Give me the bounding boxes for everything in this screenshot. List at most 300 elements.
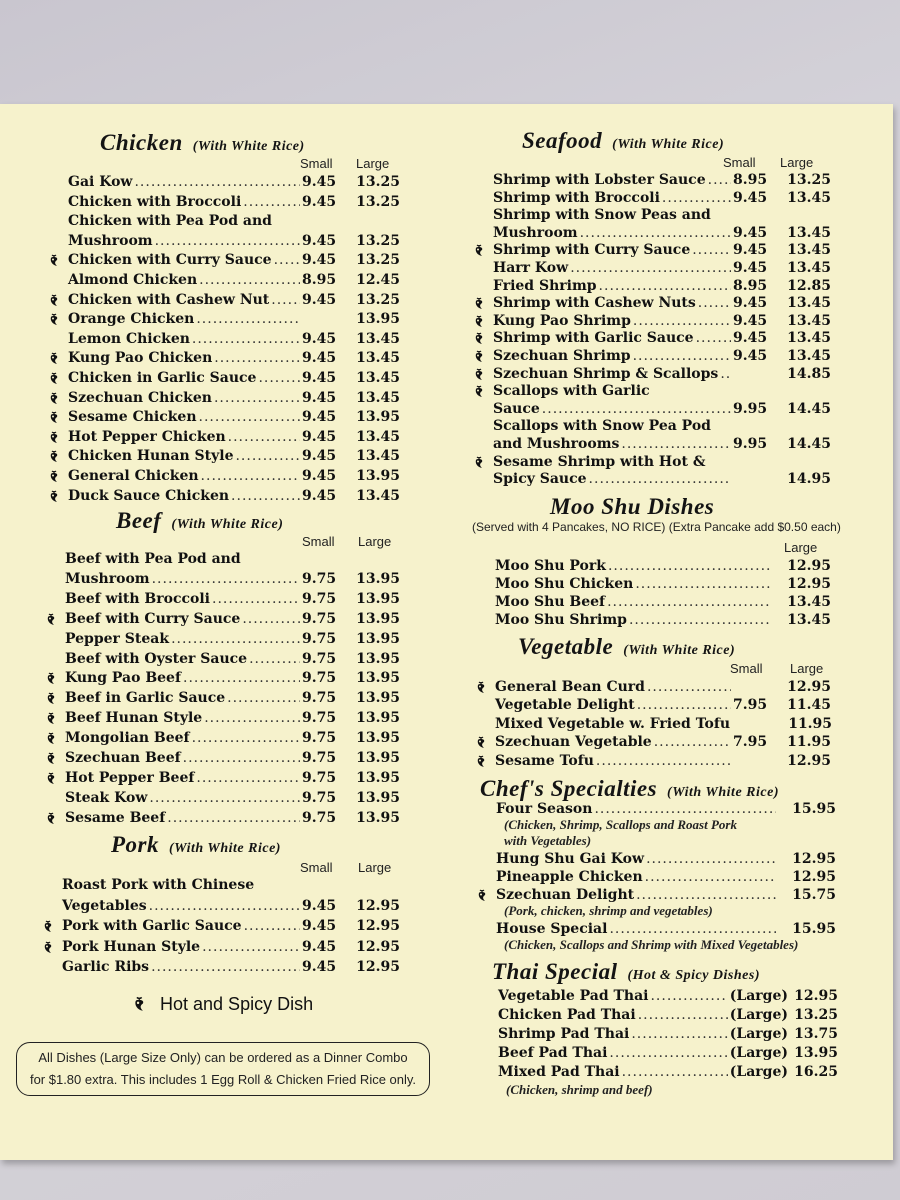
menu-item — [62, 959, 400, 978]
large-price: 13.45 — [787, 330, 831, 347]
menu-item-name: Pork Hunan Style — [62, 938, 201, 955]
menu-item-name: Steak Kow — [65, 789, 148, 806]
menu-item — [495, 612, 831, 631]
chili-pepper-icon — [45, 771, 59, 785]
menu-item — [68, 292, 400, 311]
small-price: 9.75 — [302, 630, 337, 647]
dot-leader — [199, 409, 300, 425]
vegetable-section-title: Vegetable — [518, 634, 614, 659]
small-price: 9.45 — [302, 428, 337, 445]
large-price: 15.95 — [792, 921, 836, 937]
large-price: 13.95 — [356, 570, 400, 587]
item-description: (Chicken, Shrimp, Scallops and Roast Pork — [504, 817, 737, 832]
chili-pepper-icon — [42, 940, 56, 954]
menu-item-name: Mongolian Beef — [65, 730, 190, 747]
menu-item-name: Chicken with Curry Sauce — [68, 252, 272, 269]
menu-item-name: Hot Pepper Chicken — [68, 428, 226, 445]
item-description: with Vegetables) — [504, 833, 592, 848]
small-price: 9.75 — [302, 670, 337, 687]
large-price: 13.45 — [787, 312, 831, 329]
small-price: 9.75 — [302, 570, 337, 587]
dot-leader — [192, 730, 300, 746]
large-price: 13.95 — [356, 650, 400, 667]
menu-item-name: General Bean Curd — [495, 679, 645, 695]
moo-shu-large-heading: Large — [784, 540, 818, 555]
large-price: 13.95 — [356, 730, 400, 747]
large-price: 14.45 — [787, 400, 831, 417]
small-price: 9.45 — [302, 487, 337, 504]
chefs-specialties-section-header — [480, 776, 779, 802]
small-price: 9.75 — [302, 650, 337, 667]
menu-item-name: Pineapple Chicken — [496, 869, 643, 885]
menu-item-name: Chicken Pad Thai — [498, 1007, 636, 1023]
large-price: 13.95 — [356, 769, 400, 786]
moo-shu-section-header — [550, 494, 714, 520]
pork-large-heading: Large — [358, 860, 392, 875]
chili-pepper-icon — [48, 293, 62, 307]
menu-item — [68, 252, 400, 271]
dot-leader — [638, 1007, 728, 1023]
spicy-legend-text: Hot and Spicy Dish — [160, 994, 314, 1014]
small-price: 9.45 — [302, 232, 337, 249]
dot-leader — [589, 471, 731, 487]
large-price: 13.75 — [794, 1026, 838, 1042]
dot-leader — [204, 710, 300, 726]
chili-pepper-icon — [473, 243, 487, 257]
dot-leader — [708, 172, 731, 188]
chili-pepper-icon — [45, 811, 59, 825]
menu-item-name: Sesame Tofu — [495, 752, 594, 769]
menu-item — [68, 390, 400, 409]
large-price: 13.25 — [356, 291, 400, 308]
menu-item — [68, 370, 400, 389]
menu-item — [495, 679, 831, 698]
dot-leader — [633, 348, 731, 364]
large-price: 13.25 — [356, 252, 400, 269]
vegetable-section-subtitle: (With White Rice) — [623, 643, 736, 658]
menu-item — [65, 611, 400, 630]
dot-leader — [645, 869, 776, 885]
menu-item — [68, 350, 400, 369]
dot-leader — [171, 631, 300, 647]
large-price: 13.45 — [356, 389, 400, 406]
item-description: (Pork, chicken, shrimp and vegetables) — [504, 903, 713, 918]
dot-leader — [183, 750, 300, 766]
menu-item-name: Beef Hunan Style — [65, 710, 203, 727]
small-price: 9.75 — [302, 610, 337, 627]
small-price: 7.95 — [733, 697, 768, 714]
large-price: 15.95 — [792, 801, 836, 817]
large-price: 11.45 — [787, 697, 831, 714]
large-price: 13.45 — [356, 448, 400, 465]
dot-leader — [647, 679, 731, 695]
dot-leader — [149, 790, 300, 806]
pork-section-subtitle: (With White Rice) — [169, 841, 281, 856]
menu-item-name: Duck Sauce Chicken — [68, 487, 230, 504]
dot-leader — [631, 1026, 727, 1042]
large-price: 12.95 — [792, 869, 836, 885]
menu-item-name: and Mushrooms — [493, 436, 620, 452]
menu-item-name: Lemon Chicken — [68, 330, 190, 347]
chili-pepper-icon — [473, 384, 487, 398]
dot-leader — [609, 921, 776, 937]
dot-leader — [242, 611, 300, 627]
small-price: 9.45 — [302, 918, 337, 934]
menu-item-name: Shrimp with Garlic Sauce — [493, 330, 694, 347]
large-price: 13.95 — [356, 710, 400, 727]
small-price: 9.45 — [302, 409, 337, 426]
menu-item-name: Pork with Garlic Sauce — [62, 918, 242, 934]
menu-item-name: Chicken with Pea Pod and — [68, 213, 272, 230]
large-price: 13.45 — [356, 428, 400, 445]
menu-item — [493, 172, 831, 191]
small-price: 9.45 — [302, 448, 337, 465]
menu-item-name: Szechuan Beef — [65, 750, 181, 766]
dot-leader — [698, 295, 731, 311]
menu-item-name: Sesame Chicken — [68, 409, 197, 426]
menu-item-name: Almond Chicken — [68, 272, 198, 288]
dot-leader — [151, 959, 300, 975]
menu-item — [65, 710, 400, 729]
large-price: 13.95 — [356, 311, 400, 328]
chicken-section-header — [100, 130, 305, 156]
menu-item-name: Moo Shu Beef — [495, 594, 606, 610]
menu-item-name: Mushroom — [65, 570, 150, 587]
large-price: 12.95 — [787, 558, 831, 574]
large-price: 12.95 — [787, 679, 831, 695]
menu-item — [65, 690, 400, 709]
dot-leader — [167, 810, 300, 826]
small-price: 9.45 — [733, 260, 768, 276]
chili-pepper-icon — [48, 253, 62, 267]
menu-item — [65, 651, 400, 670]
chefs-specialties-section-title: Chef's Specialties — [480, 776, 658, 801]
menu-item-name: Shrimp with Lobster Sauce — [493, 172, 706, 188]
small-price: 9.45 — [302, 959, 337, 975]
menu-item — [493, 313, 831, 332]
large-price: 14.85 — [787, 365, 831, 382]
small-price: 9.45 — [733, 189, 768, 206]
small-price: 9.45 — [302, 389, 337, 406]
dot-leader — [271, 292, 300, 308]
menu-item-name: Mushroom — [68, 232, 153, 249]
large-price: 13.45 — [356, 487, 400, 504]
seafood-small-heading: Small — [723, 155, 756, 170]
chili-pepper-icon — [45, 711, 59, 725]
menu-item — [493, 242, 831, 261]
dot-leader — [274, 252, 300, 268]
large-price: 14.95 — [787, 471, 831, 488]
large-price: 12.95 — [787, 752, 831, 769]
menu-item — [493, 278, 831, 297]
dot-leader — [244, 918, 300, 934]
small-price: 9.45 — [302, 193, 337, 210]
menu-item — [65, 790, 400, 809]
large-price: 12.95 — [356, 959, 400, 975]
menu-item-name: Chicken Hunan Style — [68, 448, 234, 465]
beef-section-subtitle: (With White Rice) — [171, 517, 284, 532]
beef-small-heading: Small — [302, 534, 335, 549]
dot-leader — [192, 331, 300, 347]
large-price: 13.45 — [787, 242, 831, 259]
large-price: 13.45 — [787, 348, 831, 364]
menu-item-name: Chicken with Broccoli — [68, 193, 242, 210]
menu-item — [496, 851, 836, 870]
beef-large-heading: Large — [358, 534, 392, 549]
beef-section-header — [116, 508, 283, 534]
dot-leader — [228, 429, 300, 445]
menu-item — [65, 750, 400, 769]
menu-item — [68, 448, 400, 467]
small-price: 9.45 — [302, 350, 337, 367]
dot-leader — [202, 939, 300, 955]
chili-pepper-icon — [475, 680, 489, 694]
dot-leader — [633, 313, 731, 329]
seafood-section-title: Seafood — [522, 128, 603, 153]
small-price: 9.45 — [302, 291, 337, 308]
dot-leader — [580, 225, 731, 241]
menu-item — [68, 488, 400, 507]
menu-item — [493, 348, 831, 367]
dot-leader — [596, 753, 731, 769]
small-price: 9.45 — [302, 897, 337, 914]
menu-item — [62, 939, 400, 958]
small-price: 8.95 — [733, 172, 768, 188]
menu-item-name: Szechuan Chicken — [68, 389, 212, 406]
large-price: 12.45 — [356, 272, 400, 288]
large-price: 11.95 — [788, 715, 833, 732]
menu-item — [493, 471, 831, 490]
chili-pepper-icon — [48, 430, 62, 444]
small-price: 9.75 — [302, 750, 337, 766]
large-price: 13.95 — [356, 670, 400, 687]
menu-item — [498, 988, 838, 1007]
large-price: 12.95 — [356, 918, 400, 934]
dot-leader — [199, 272, 300, 288]
dot-leader — [692, 242, 731, 258]
menu-item-name: Moo Shu Pork — [495, 558, 606, 574]
large-price: 13.95 — [356, 610, 400, 627]
menu-item — [493, 383, 831, 402]
menu-item-name: Sauce — [493, 400, 540, 417]
chili-pepper-icon — [48, 351, 62, 365]
dot-leader — [201, 468, 300, 484]
menu-item-name: Kung Pao Chicken — [68, 350, 213, 367]
menu-item — [495, 753, 831, 772]
chili-pepper-icon — [132, 995, 149, 1017]
menu-item — [68, 213, 400, 232]
large-price: 13.95 — [356, 590, 400, 607]
large-price: 14.45 — [787, 436, 831, 452]
dot-leader — [214, 350, 300, 366]
size-label: (Large) — [729, 1064, 788, 1080]
chili-pepper-icon — [473, 296, 487, 310]
large-price: 13.95 — [356, 409, 400, 426]
beef-section-title: Beef — [116, 508, 162, 533]
size-label: (Large) — [729, 1026, 788, 1042]
dot-leader — [654, 734, 731, 750]
thai-special-section-title: Thai Special — [492, 959, 618, 984]
large-price: 13.95 — [356, 468, 400, 484]
dot-leader — [621, 436, 731, 452]
small-price: 9.45 — [733, 348, 768, 364]
size-label: (Large) — [729, 1007, 788, 1023]
chili-pepper-icon — [45, 612, 59, 626]
dot-leader — [696, 330, 731, 346]
small-price: 9.75 — [302, 690, 337, 707]
small-price: 9.45 — [733, 295, 768, 312]
menu-item — [498, 1026, 838, 1045]
menu-item-name: Vegetables — [62, 897, 147, 914]
dot-leader — [155, 233, 300, 249]
menu-item-name: Beef with Broccoli — [65, 590, 211, 607]
dot-leader — [542, 401, 731, 417]
vegetable-large-heading: Large — [790, 661, 824, 676]
moo-shu-section-title: Moo Shu Dishes — [550, 494, 715, 519]
menu-item — [65, 670, 400, 689]
chili-pepper-icon — [475, 754, 489, 768]
dot-leader — [599, 278, 731, 294]
large-price: 13.45 — [787, 295, 831, 312]
menu-item — [65, 631, 400, 650]
menu-item — [493, 436, 831, 455]
menu-item — [493, 418, 831, 437]
menu-item-name: Harr Kow — [493, 260, 569, 276]
large-price: 13.45 — [356, 370, 400, 386]
menu-item-name: Pepper Steak — [65, 630, 170, 647]
menu-item — [65, 730, 400, 749]
menu-item — [65, 571, 400, 590]
menu-item — [495, 697, 831, 716]
menu-item — [498, 1064, 838, 1083]
menu-item — [493, 295, 831, 314]
menu-item — [498, 1045, 838, 1064]
menu-item-name: Kung Pao Shrimp — [493, 312, 631, 329]
thai-special-note: (Chicken, shrimp and beef) — [506, 1082, 653, 1097]
dot-leader — [196, 311, 300, 327]
menu-item — [68, 272, 400, 291]
small-price: 9.45 — [733, 312, 768, 329]
menu-item — [68, 409, 400, 428]
large-price: 13.95 — [356, 690, 400, 707]
menu-item-name: Shrimp Pad Thai — [498, 1026, 630, 1042]
chili-pepper-icon — [48, 371, 62, 385]
dot-leader — [134, 174, 300, 190]
menu-item-name: Spicy Sauce — [493, 471, 587, 488]
item-description: (Chicken, Scallops and Shrimp with Mixed Vegetables) — [504, 937, 799, 952]
menu-item — [495, 716, 831, 735]
chili-pepper-icon — [473, 331, 487, 345]
menu-item-name: Shrimp with Curry Sauce — [493, 242, 691, 259]
menu-item — [62, 877, 400, 896]
large-price: 13.25 — [356, 174, 400, 190]
dot-leader — [149, 898, 300, 914]
menu-item-name: Beef with Pea Pod and — [65, 551, 241, 567]
menu-item-name: General Chicken — [68, 468, 199, 484]
chicken-small-heading: Small — [300, 156, 333, 171]
menu-item-name: Szechuan Delight — [496, 887, 635, 903]
menu-item-name: Gai Kow — [68, 174, 133, 190]
seafood-large-heading: Large — [780, 155, 814, 170]
menu-item-name: Szechuan Shrimp & Scallops — [493, 365, 719, 382]
large-price: 13.95 — [794, 1045, 838, 1061]
menu-item — [68, 233, 400, 252]
small-price: 9.45 — [302, 938, 337, 955]
menu-item — [493, 190, 831, 209]
menu-item — [493, 207, 831, 226]
menu-item — [493, 225, 831, 244]
thai-special-section-subtitle: (Hot & Spicy Dishes) — [627, 968, 760, 983]
seafood-section-subtitle: (With White Rice) — [612, 137, 725, 152]
small-price: 9.45 — [733, 224, 768, 241]
large-price: 12.95 — [792, 851, 836, 867]
menu-item — [495, 576, 831, 595]
large-price: 13.25 — [356, 232, 400, 249]
large-price: 11.95 — [787, 734, 831, 751]
menu-item — [495, 734, 831, 753]
large-price: 13.45 — [787, 189, 831, 206]
menu-item-name: Moo Shu Chicken — [495, 576, 634, 592]
size-label: (Large) — [729, 988, 788, 1004]
chili-pepper-icon — [473, 367, 487, 381]
large-price: 13.45 — [787, 594, 831, 610]
chili-pepper-icon — [48, 489, 62, 503]
menu-item-name: Roast Pork with Chinese — [62, 877, 255, 893]
menu-item — [496, 869, 836, 888]
chili-pepper-icon — [42, 919, 56, 933]
chili-pepper-icon — [48, 391, 62, 405]
chili-pepper-icon — [476, 888, 490, 902]
menu-item — [65, 810, 400, 829]
menu-item-name: Szechuan Vegetable — [495, 734, 652, 751]
menu-item-name: Mixed Vegetable w. Fried Tofu — [495, 715, 731, 732]
menu-item — [495, 594, 831, 613]
large-price: 13.45 — [787, 260, 831, 276]
menu-item — [65, 770, 400, 789]
small-price: 8.95 — [302, 272, 337, 288]
large-price: 13.95 — [356, 789, 400, 806]
chili-pepper-icon — [45, 751, 59, 765]
menu-item — [68, 331, 400, 350]
large-price: 13.25 — [787, 172, 831, 188]
dot-leader — [243, 194, 300, 210]
seafood-section-header — [522, 128, 724, 154]
large-price: 12.95 — [356, 897, 400, 914]
menu-item-name: Vegetable Pad Thai — [498, 988, 649, 1004]
menu-item-name: Hot Pepper Beef — [65, 769, 195, 786]
dot-leader — [629, 612, 771, 628]
menu-item — [493, 366, 831, 385]
dot-leader — [662, 190, 731, 206]
menu-item — [68, 194, 400, 213]
combo-notice-line-2: for $1.80 extra. This includes 1 Egg Roll & Chicken Fried Rice only. — [29, 1072, 417, 1087]
chili-pepper-icon — [473, 349, 487, 363]
menu-item-name: Beef with Curry Sauce — [65, 610, 241, 627]
large-price: 12.95 — [794, 988, 838, 1004]
small-price: 9.75 — [302, 809, 337, 826]
small-price: 9.45 — [733, 242, 768, 259]
menu-item-name: Shrimp with Broccoli — [493, 189, 660, 206]
menu-item — [68, 429, 400, 448]
chili-pepper-icon — [473, 314, 487, 328]
menu-item-name: Garlic Ribs — [62, 959, 150, 975]
dot-leader — [258, 370, 300, 386]
small-price: 9.95 — [733, 436, 768, 452]
large-price: 13.95 — [356, 809, 400, 826]
menu-item-name: Scallops with Snow Pea Pod — [493, 418, 711, 435]
menu-item-name: Moo Shu Shrimp — [495, 612, 627, 628]
small-price: 7.95 — [733, 734, 768, 751]
